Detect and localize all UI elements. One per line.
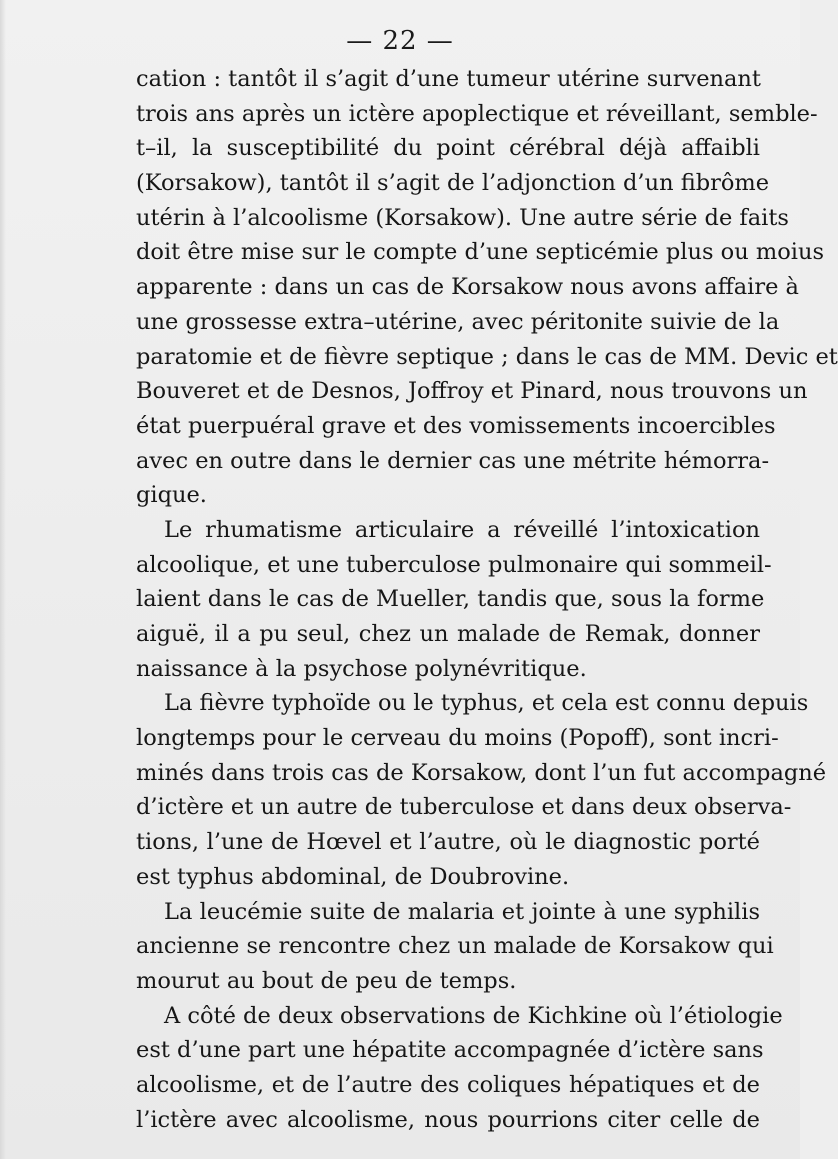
text-line: est typhus abdominal, de Doubrovine.	[136, 863, 570, 890]
text-line: ancienne se rencontre chez un malade de Korsakow qui	[136, 933, 774, 960]
text-line: est d’une part une hépatite accompagnée d’ictère sans	[136, 1037, 764, 1064]
text-line: t–il, la susceptibilité du point cérébral déjà affaibli	[136, 135, 760, 162]
paragraph	[136, 686, 827, 894]
text-line: doit être mise sur le compte d’une septicémie plus ou moius	[136, 239, 824, 266]
text-line: tions, l’une de Hœvel et l’autre, où le diagnostic porté	[136, 829, 760, 856]
paragraph	[136, 513, 772, 686]
text-line: trois ans après un ictère apoplectique et réveillant, semble-	[136, 100, 818, 127]
text-line: minés dans trois cas de Korsakow, dont l’un fut accompagné	[136, 759, 827, 786]
paragraph	[136, 999, 783, 1138]
text-line: A côté de deux observations de Kichkine où l’étiologie	[164, 1002, 783, 1029]
text-line: alcoolique, et une tuberculose pulmonaire qui sommeil-	[136, 551, 772, 578]
text-line: laient dans le cas de Mueller, tandis que, sous la forme	[136, 586, 765, 613]
text-line: mourut au bout de peu de temps.	[136, 967, 517, 994]
text-line: naissance à la psychose polynévritique.	[136, 655, 587, 682]
text-line: La leucémie suite de malaria et jointe à une syphilis	[164, 898, 760, 925]
body-text	[136, 62, 838, 1137]
text-line: l’ictère avec alcoolisme, nous pourrions citer celle de	[136, 1106, 760, 1133]
text-line: longtemps pour le cerveau du moins (Popoff), sont incri-	[136, 725, 779, 752]
text-line: utérin à l’alcoolisme (Korsakow). Une autre série de faits	[136, 204, 789, 231]
text-line: avec en outre dans le dernier cas une métrite hémorra-	[136, 447, 770, 474]
text-line: Le rhumatisme articulaire a réveillé l’intoxication	[164, 516, 760, 543]
page-number: — 22 —	[346, 26, 454, 56]
text-line: paratomie et de fièvre septique ; dans le cas de MM. Devic et	[136, 343, 838, 370]
paragraph	[136, 895, 774, 999]
text-line: Bouveret et de Desnos, Joffroy et Pinard, nous trouvons un	[136, 378, 808, 405]
text-line: gique.	[136, 482, 207, 509]
page-edge-shadow	[0, 0, 6, 1159]
text-line: (Korsakow), tantôt il s’agit de l’adjonction d’un fibrôme	[136, 170, 770, 197]
text-line: état puerpuéral grave et des vomissements incoercibles	[136, 412, 776, 439]
text-line: La fièvre typhoïde ou le typhus, et cela est connu depuis	[164, 690, 809, 717]
text-line: cation : tantôt il s’agit d’une tumeur utérine survenant	[136, 66, 761, 92]
text-line: une grossesse extra–utérine, avec péritonite suivie de la	[136, 308, 780, 335]
text-line: d’ictère et un autre de tuberculose et dans deux observa-	[136, 794, 792, 821]
text-line: aiguë, il a pu seul, chez un malade de Remak, donner	[136, 621, 760, 647]
text-line: alcoolisme, et de l’autre des coliques hépatiques et de	[136, 1071, 760, 1098]
paragraph	[136, 62, 838, 513]
text-line: apparente : dans un cas de Korsakow nous avons affaire à	[136, 274, 799, 301]
